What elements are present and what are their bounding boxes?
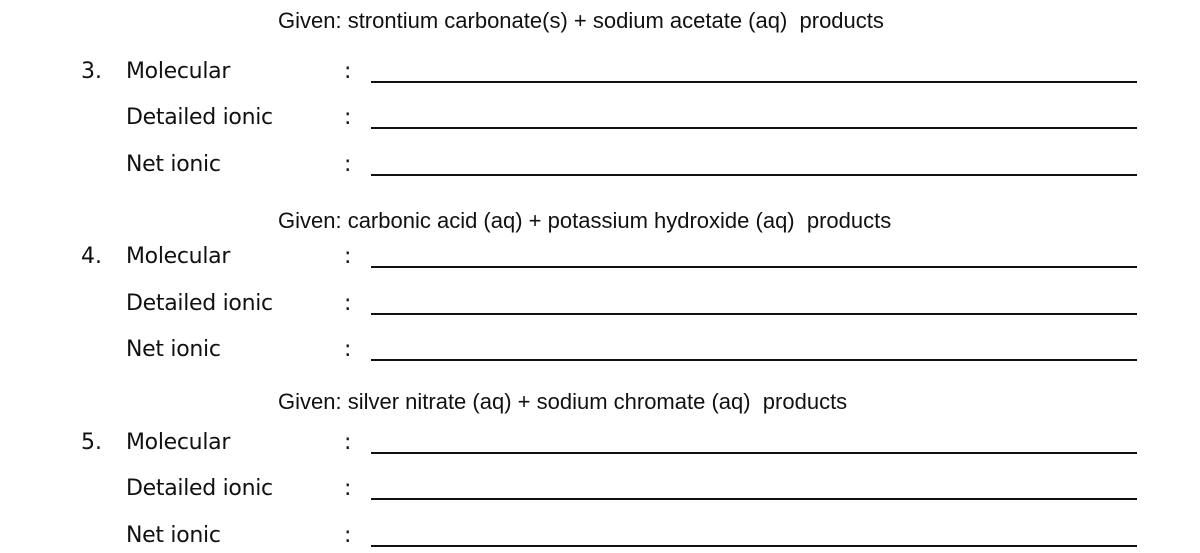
row-colon: :: [344, 152, 352, 177]
answer-line[interactable]: [371, 127, 1137, 129]
row-label-detailed-ionic: Detailed ionic: [126, 105, 273, 130]
row-label-net-ionic: Net ionic: [126, 337, 221, 362]
row-label-molecular: Molecular: [126, 430, 231, 455]
answer-line[interactable]: [371, 452, 1137, 454]
row-colon: :: [344, 291, 352, 316]
answer-line[interactable]: [371, 266, 1137, 268]
given-reaction: Given: carbonic acid (aq) + potassium hydroxide (aq) products: [278, 208, 892, 233]
row-colon: :: [344, 105, 352, 130]
row-label-net-ionic: Net ionic: [126, 523, 221, 548]
row-colon: :: [344, 523, 352, 548]
answer-line[interactable]: [371, 174, 1137, 176]
row-label-molecular: Molecular: [126, 244, 231, 269]
row-label-detailed-ionic: Detailed ionic: [126, 291, 273, 316]
problem-number: 3.: [81, 59, 102, 84]
row-colon: :: [344, 244, 352, 269]
row-colon: :: [344, 430, 352, 455]
row-colon: :: [344, 337, 352, 362]
answer-line[interactable]: [371, 313, 1137, 315]
problem-number: 5.: [81, 430, 102, 455]
row-colon: :: [344, 476, 352, 501]
row-label-net-ionic: Net ionic: [126, 152, 221, 177]
problem-number: 4.: [81, 244, 102, 269]
answer-line[interactable]: [371, 81, 1137, 83]
row-label-molecular: Molecular: [126, 59, 231, 84]
given-reaction: Given: strontium carbonate(s) + sodium acetate (aq) products: [278, 8, 884, 33]
answer-line[interactable]: [371, 545, 1137, 547]
row-colon: :: [344, 59, 352, 84]
answer-line[interactable]: [371, 498, 1137, 500]
given-reaction: Given: silver nitrate (aq) + sodium chromate (aq) products: [278, 389, 848, 414]
answer-line[interactable]: [371, 359, 1137, 361]
row-label-detailed-ionic: Detailed ionic: [126, 476, 273, 501]
